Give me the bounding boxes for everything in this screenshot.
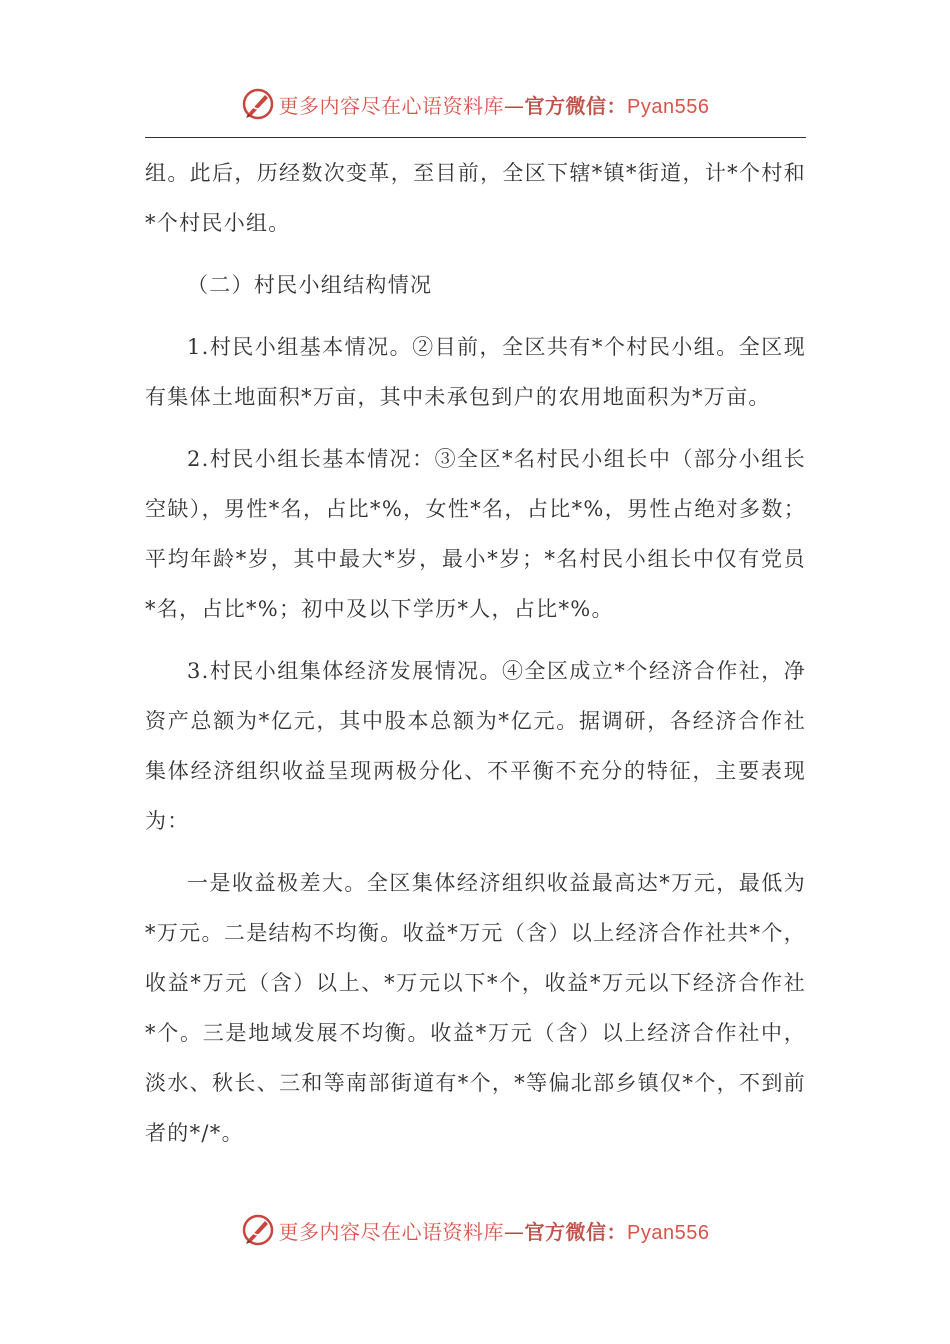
banner-official-label: 官方微信：	[524, 1219, 628, 1244]
paragraph-details: 一是收益极差大。全区集体经济组织收益最高达*万元，最低为*万元。二是结构不均衡。收益*万元（含）以上经济合作社共*个，收益*万元（含）以上、*万元以下*个，收益*万元以下经济合作社*个。三是地域发展不均衡。收益*万元（含）以上经济合作社中，淡水、秋长、三和等南部街道有*个，*等偏北部乡镇仅*个，不到前者的*/*。	[145, 871, 806, 1145]
paragraph-item-1: 1.村民小组基本情况。②目前，全区共有*个村民小组。全区现有集体土地面积*万亩，其中未承包到户的农用地面积为*万亩。	[145, 335, 806, 409]
banner-site-name: 更多内容尽在心语资料库	[278, 93, 505, 118]
paragraph-continuation: 组。此后，历经数次变革，至目前，全区下辖*镇*街道，计*个村和*个村民小组。	[145, 161, 806, 235]
section-heading: （二）村民小组结构情况	[187, 273, 433, 297]
banner-dash: —	[504, 93, 525, 118]
paragraph-item-3: 3.村民小组集体经济发展情况。④全区成立*个经济合作社，净资产总额为*亿元，其中股本总额为*亿元。据调研，各经济合作社集体经济组织收益呈现两极分化、不平衡不充分的特征，主要表现为：	[145, 659, 806, 833]
banner-site-name: 更多内容尽在心语资料库	[278, 1219, 505, 1244]
banner-handle: Pyan556	[627, 1221, 710, 1244]
banner-handle: Pyan556	[627, 95, 710, 118]
footer-banner	[0, 1210, 950, 1250]
banner-official-label: 官方微信：	[524, 93, 628, 118]
banner-dash: —	[504, 1219, 525, 1244]
pen-circle-icon	[241, 1213, 275, 1247]
header-divider	[145, 137, 806, 138]
header-banner	[0, 84, 950, 124]
pen-circle-icon	[241, 87, 275, 121]
banner-text	[279, 1216, 710, 1245]
document-body	[145, 148, 806, 1158]
banner-text	[279, 90, 710, 119]
paragraph-item-2: 2.村民小组长基本情况：③全区*名村民小组长中（部分小组长空缺），男性*名，占比*%，女性*名，占比*%，男性占绝对多数；平均年龄*岁，其中最大*岁，最小*岁；*名村民小组长中仅有党员*名，占比*%；初中及以下学历*人，占比*%。	[145, 447, 806, 621]
